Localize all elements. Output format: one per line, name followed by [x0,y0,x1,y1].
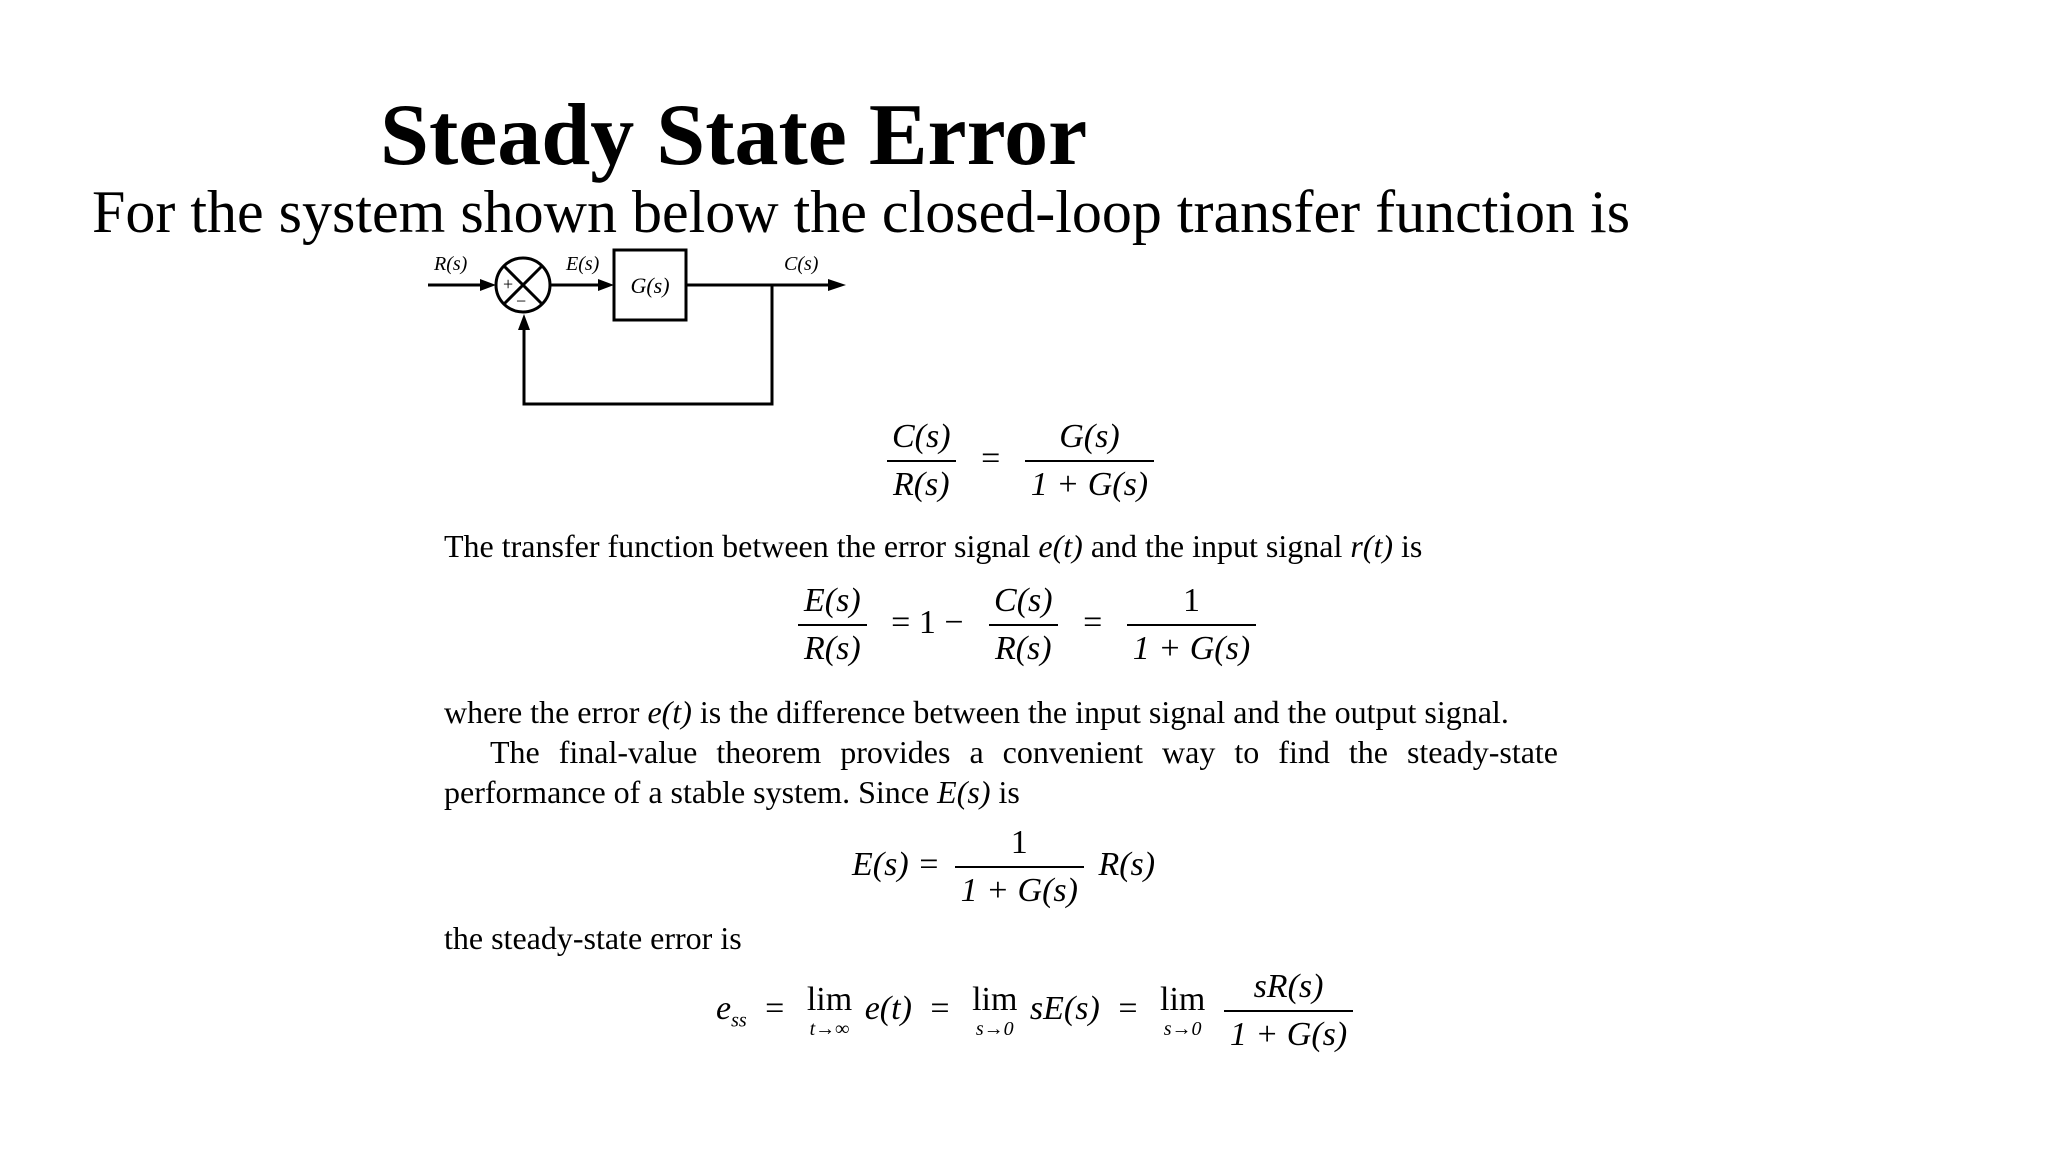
intro-text: For the system shown below the closed-loop transfer function is [92,179,1631,245]
input-label: R(s) [434,253,468,275]
error-tf-equation: $\frac{E(s)}{R(s)}$ = 1 − $\frac{C(s)}{R(s)}$ = $\frac{1}{1 + G(s)}$ [792,584,1262,666]
slide-title: Steady State Error [380,87,1088,184]
paragraph-steady-state-intro: the steady-state error is [444,920,742,956]
output-arrowhead [828,279,846,291]
input-arrowhead [480,279,496,291]
paragraph-error-tf-intro: The transfer function between the error signal e(t) and the input signal r(t) is [444,528,1423,564]
plus-sign: + [503,274,514,294]
minus-sign: − [516,291,527,311]
paragraph-final-value: The final-value theorem provides a convenient way to find the steady-state [490,734,1558,770]
paragraph-error-definition: where the error e(t) is the difference between the input signal and the output signal. [444,694,1509,730]
error-label: E(s) [566,253,600,275]
error-signal-equation: E(s) = $\frac{1}{1 + G(s)}$ R(s) [852,824,1156,909]
closed-loop-equation: $\frac{C(s)}{R(s)}$ = $\frac{G(s)}{1 + G(s)}$ [880,420,1160,502]
paragraph-stable-system: performance of a stable system. Since E(s) is [444,774,1020,810]
output-label: C(s) [784,253,819,275]
block-label: G(s) [630,273,670,298]
steady-state-error-equation: $e_{ss}$ = lim t→∞ e(t) = lim s→0 sE(s) = lim s→0 $\frac{sR(s)}{1 + G(s)}$ [716,970,1359,1052]
